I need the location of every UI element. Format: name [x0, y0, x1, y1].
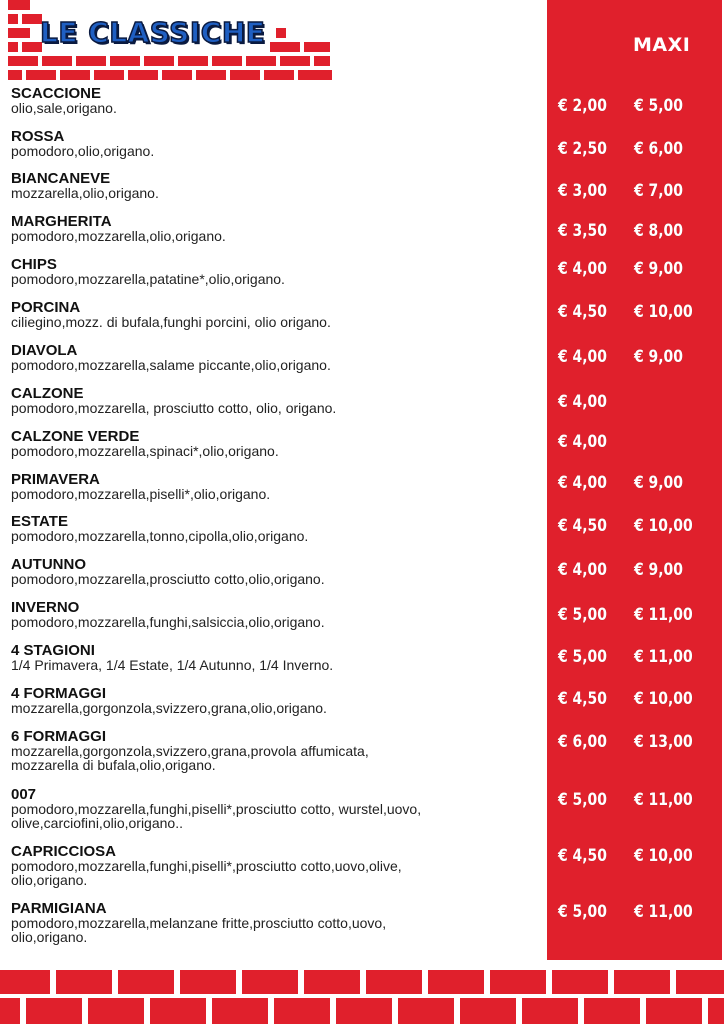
item-description: olio,sale,origano.: [11, 100, 117, 116]
menu-item-estate: [11, 514, 541, 543]
item-price: € 6,00: [558, 732, 607, 752]
item-name: CHIPS: [11, 256, 57, 273]
footer-brick-wall: [0, 966, 724, 1024]
item-price: € 4,00: [558, 347, 607, 367]
menu-title: LE CLASSICHE: [40, 16, 266, 49]
item-name: PRIMAVERA: [11, 471, 100, 488]
menu-item-4-stagioni: [11, 643, 541, 672]
item-name: 4 STAGIONI: [11, 642, 95, 659]
item-maxi-price: € 6,00: [634, 139, 683, 159]
item-description: pomodoro,mozzarella,patatine*,olio,origano.: [11, 271, 285, 287]
item-price: € 4,50: [558, 846, 607, 866]
item-maxi-price: € 11,00: [634, 605, 693, 625]
item-name: SCACCIONE: [11, 85, 102, 102]
item-price: € 5,00: [558, 902, 607, 922]
item-price: € 4,50: [558, 689, 607, 709]
item-maxi-price: € 5,00: [634, 96, 683, 116]
item-price: € 5,00: [558, 605, 607, 625]
item-description: pomodoro,mozzarella,tonno,cipolla,olio,origano.: [11, 528, 309, 544]
item-description: pomodoro,mozzarella,prosciutto cotto,olio,origano.: [11, 571, 325, 587]
menu-item-autunno: [11, 557, 541, 586]
item-description: pomodoro,mozzarella,melanzane fritte,prosciutto cotto,uovo, olio,origano.: [11, 915, 387, 945]
item-maxi-price: € 13,00: [634, 732, 693, 752]
menu-item-rossa: [11, 129, 541, 158]
item-price: € 4,00: [558, 392, 607, 412]
item-maxi-price: € 10,00: [634, 846, 693, 866]
item-maxi-price: € 11,00: [634, 902, 693, 922]
item-description: pomodoro,mozzarella,funghi,salsiccia,olio,origano.: [11, 614, 325, 630]
item-price: € 4,50: [558, 302, 607, 322]
menu-item-inverno: [11, 600, 541, 629]
item-maxi-price: € 9,00: [634, 347, 683, 367]
menu-item-chips: [11, 257, 541, 286]
item-description: pomodoro,mozzarella,piselli*,olio,origano.: [11, 486, 271, 502]
item-name: CALZONE: [11, 385, 84, 402]
menu-item-margherita: [11, 214, 541, 243]
item-name: DIAVOLA: [11, 342, 78, 359]
item-name: ESTATE: [11, 513, 68, 530]
menu-item-parmigiana: [11, 901, 541, 944]
item-description: 1/4 Primavera, 1/4 Estate, 1/4 Autunno, 1/4 Inverno.: [11, 657, 334, 673]
item-name: PARMIGIANA: [11, 900, 107, 917]
menu-item-capricciosa: [11, 844, 541, 887]
item-price: € 2,00: [558, 96, 607, 116]
item-maxi-price: € 9,00: [634, 560, 683, 580]
item-description: pomodoro,mozzarella,olio,origano.: [11, 228, 226, 244]
menu-item-primavera: [11, 472, 541, 501]
item-name: PORCINA: [11, 299, 81, 316]
item-maxi-price: € 9,00: [634, 473, 683, 493]
item-price: € 5,00: [558, 647, 607, 667]
item-name: ROSSA: [11, 128, 65, 145]
item-maxi-price: € 9,00: [634, 259, 683, 279]
item-price: € 3,00: [558, 181, 607, 201]
item-description: pomodoro,mozzarella,salame piccante,olio,origano.: [11, 357, 331, 373]
item-maxi-price: € 10,00: [634, 516, 693, 536]
menu-item-porcina: [11, 300, 541, 329]
item-description: ciliegino,mozz. di bufala,funghi porcini, olio origano.: [11, 314, 331, 330]
menu-item-scaccione: [11, 86, 541, 115]
item-description: pomodoro,mozzarella,funghi,piselli*,prosciutto cotto, wurstel,uovo, olive,carciofini,olio,origano..: [11, 801, 422, 831]
item-name: CAPRICCIOSA: [11, 843, 117, 860]
item-description: pomodoro,mozzarella,spinaci*,olio,origano.: [11, 443, 279, 459]
item-maxi-price: € 8,00: [634, 221, 683, 241]
item-price: € 4,00: [558, 560, 607, 580]
item-description: pomodoro,mozzarella,funghi,piselli*,prosciutto cotto,uovo,olive, olio,origano.: [11, 858, 402, 888]
item-maxi-price: € 7,00: [634, 181, 683, 201]
menu-item-4-formaggi: [11, 686, 541, 715]
item-description: pomodoro,mozzarella, prosciutto cotto, olio, origano.: [11, 400, 337, 416]
item-price: € 4,00: [558, 432, 607, 452]
item-price: € 3,50: [558, 221, 607, 241]
item-name: AUTUNNO: [11, 556, 86, 573]
item-name: BIANCANEVE: [11, 170, 111, 187]
item-description: mozzarella,olio,origano.: [11, 185, 159, 201]
item-name: INVERNO: [11, 599, 80, 616]
item-maxi-price: € 10,00: [634, 689, 693, 709]
item-description: pomodoro,olio,origano.: [11, 143, 155, 159]
item-name: CALZONE VERDE: [11, 428, 140, 445]
item-price: € 4,00: [558, 473, 607, 493]
menu-item-007: [11, 787, 541, 830]
item-name: 4 FORMAGGI: [11, 685, 107, 702]
item-description: mozzarella,gorgonzola,svizzero,grana,olio,origano.: [11, 700, 327, 716]
item-name: 007: [11, 786, 37, 803]
maxi-column-header: MAXI: [633, 34, 691, 56]
item-maxi-price: € 11,00: [634, 647, 693, 667]
menu-item-calzone-verde: [11, 429, 541, 458]
menu-item-6-formaggi: [11, 729, 541, 772]
item-price: € 5,00: [558, 790, 607, 810]
menu-item-diavola: [11, 343, 541, 372]
menu-item-biancaneve: [11, 171, 541, 200]
item-maxi-price: € 11,00: [634, 790, 693, 810]
item-description: mozzarella,gorgonzola,svizzero,grana,provola affumicata, mozzarella di bufala,olio,origano.: [11, 743, 369, 773]
item-price: € 4,00: [558, 259, 607, 279]
item-maxi-price: € 10,00: [634, 302, 693, 322]
item-price: € 4,50: [558, 516, 607, 536]
menu-item-calzone: [11, 386, 541, 415]
item-name: MARGHERITA: [11, 213, 112, 230]
item-name: 6 FORMAGGI: [11, 728, 107, 745]
item-price: € 2,50: [558, 139, 607, 159]
